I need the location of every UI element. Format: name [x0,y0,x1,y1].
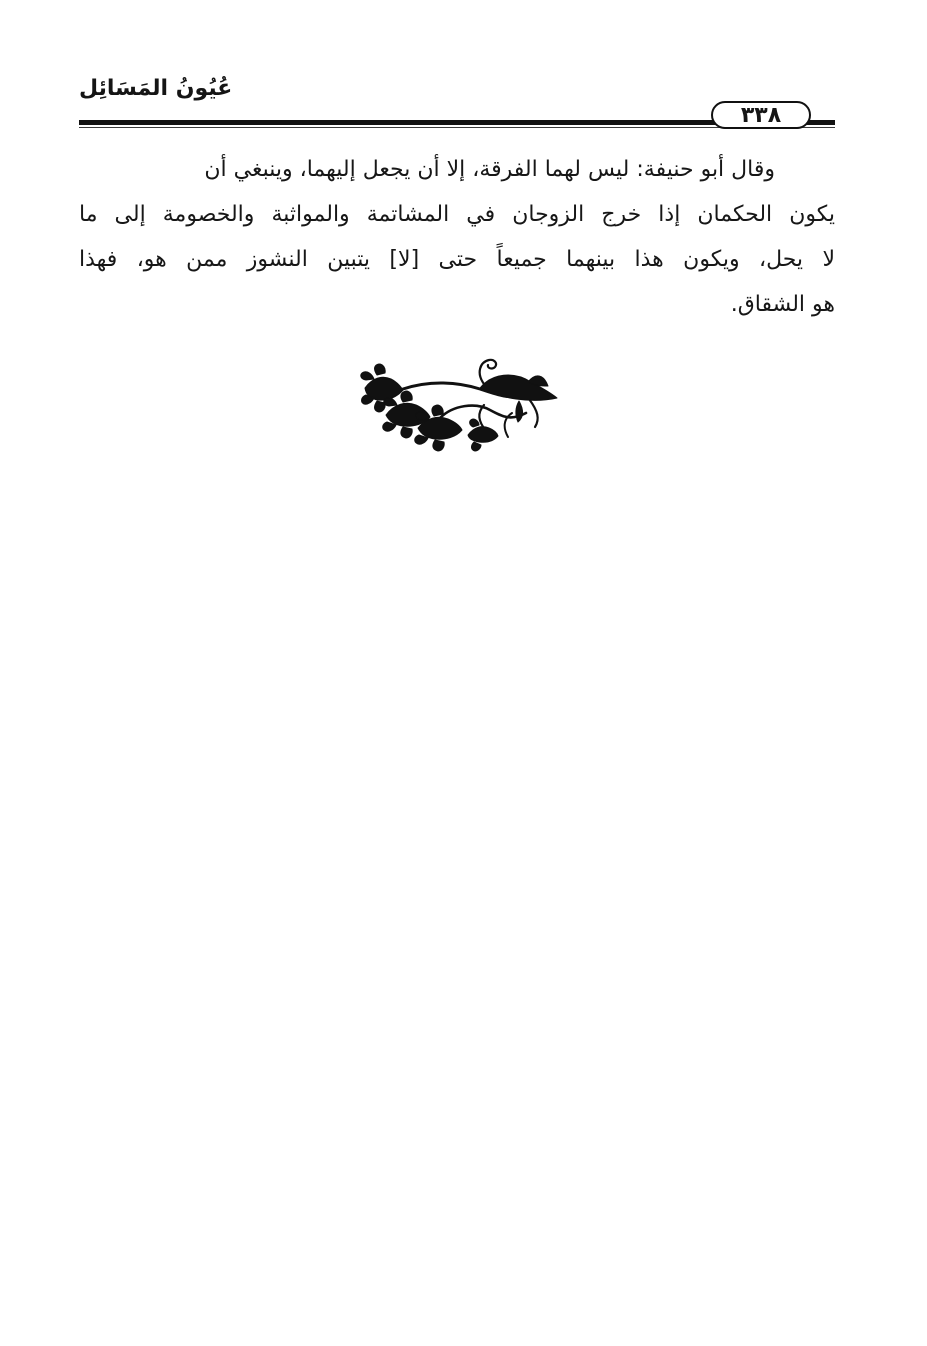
page-number-badge [711,101,811,129]
body-line-4: هو الشقاق. [730,292,835,317]
floral-ornament-icon [358,355,560,457]
book-title-header: عُيُونُ المَسَائِل [79,76,233,101]
body-line-2: يكون الحكمان إذا خرج الزوجان في المشاتمة والمواثبة والخصومة إلى ما [79,202,835,227]
body-line-1: وقال أبو حنيفة: ليس لهما الفرقة، إلا أن يجعل إليهما، وينبغي أن [204,157,775,182]
page-number: ٣٣٨ [740,102,782,128]
body-paragraph [79,147,835,327]
body-line-3: لا يحل، ويكون هذا بينهما جميعاً حتى [لا] يتبين النشوز ممن هو، فهذا [79,247,835,272]
